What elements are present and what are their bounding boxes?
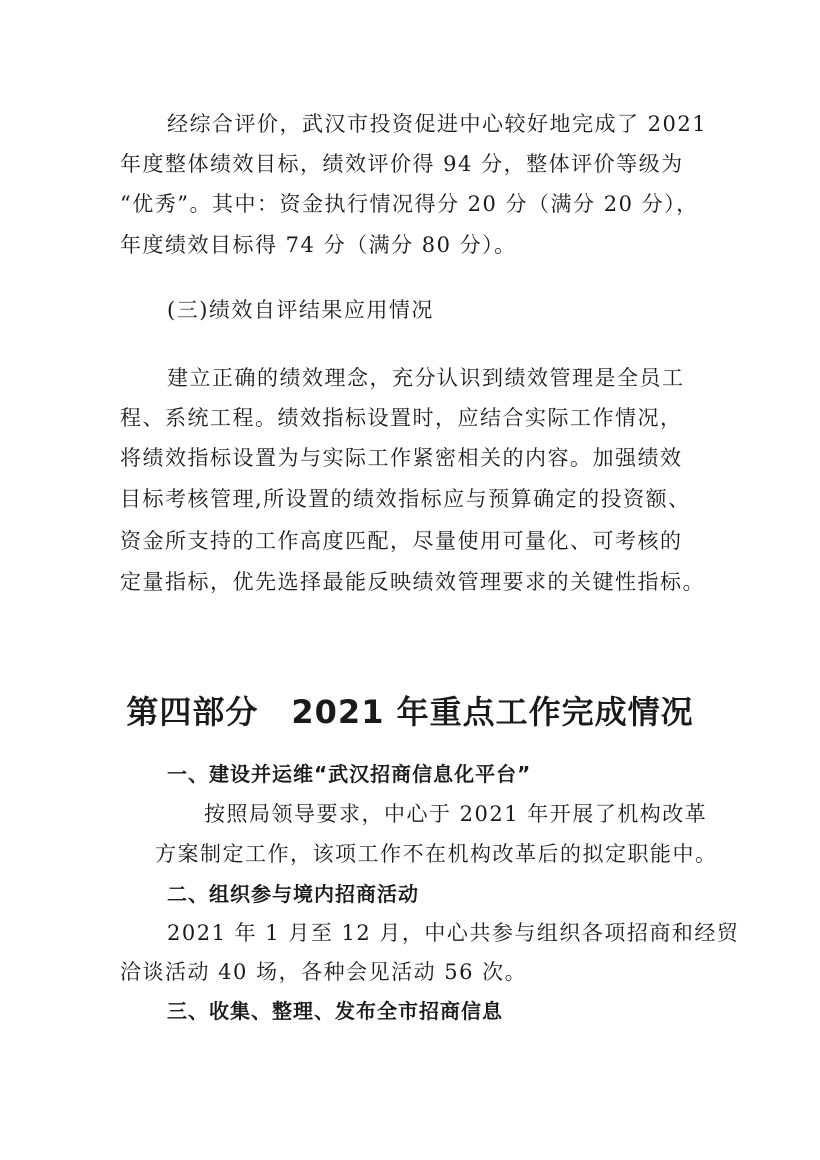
paragraph-line: 经综合评价，武汉市投资促进中心较好地完成了 2021 — [167, 112, 708, 136]
paragraph-line: 年度绩效目标得 74 分（满分 80 分）。 — [120, 233, 517, 257]
paragraph-line: 资金所支持的工作高度匹配，尽量使用可量化、可考核的 — [120, 529, 683, 553]
paragraph-line: 洽谈活动 40 场，各种会见活动 56 次。 — [120, 960, 528, 984]
paragraph-line: 按照局领导要求，中心于 2021 年开展了机构改革 — [204, 802, 708, 826]
item-heading: 一、建设并运维“武汉招商信息化平台” — [167, 762, 532, 786]
paragraph-line: 程、系统工程。绩效指标设置时，应结合实际工作情况， — [120, 406, 683, 430]
paragraph-line: 年度整体绩效目标，绩效评价得 94 分，整体评价等级为 — [120, 152, 684, 176]
paragraph-line: “优秀”。其中：资金执行情况得分 20 分（满分 20 分）， — [120, 192, 699, 216]
paragraph-line: 将绩效指标设置为与实际工作紧密相关的内容。加强绩效 — [120, 446, 683, 470]
paragraph-line: 目标考核管理,所设置的绩效指标应与预算确定的投资额、 — [120, 487, 691, 511]
paragraph-line: 2021 年 1 月至 12 月，中心共参与组织各项招商和经贸 — [167, 921, 740, 945]
item-heading: 三、收集、整理、发布全市招商信息 — [167, 999, 503, 1023]
part-title: 第四部分 2021 年重点工作完成情况 — [126, 693, 694, 731]
section-heading: (三)绩效自评结果应用情况 — [167, 298, 434, 322]
paragraph-line: 建立正确的绩效理念，充分认识到绩效管理是全员工 — [167, 366, 685, 390]
paragraph-line: 定量指标，优先选择最能反映绩效管理要求的关键性指标。 — [120, 570, 705, 594]
item-heading: 二、组织参与境内招商活动 — [167, 882, 419, 906]
paragraph-line: 方案制定工作，该项工作不在机构改革后的拟定职能中。 — [155, 842, 718, 866]
